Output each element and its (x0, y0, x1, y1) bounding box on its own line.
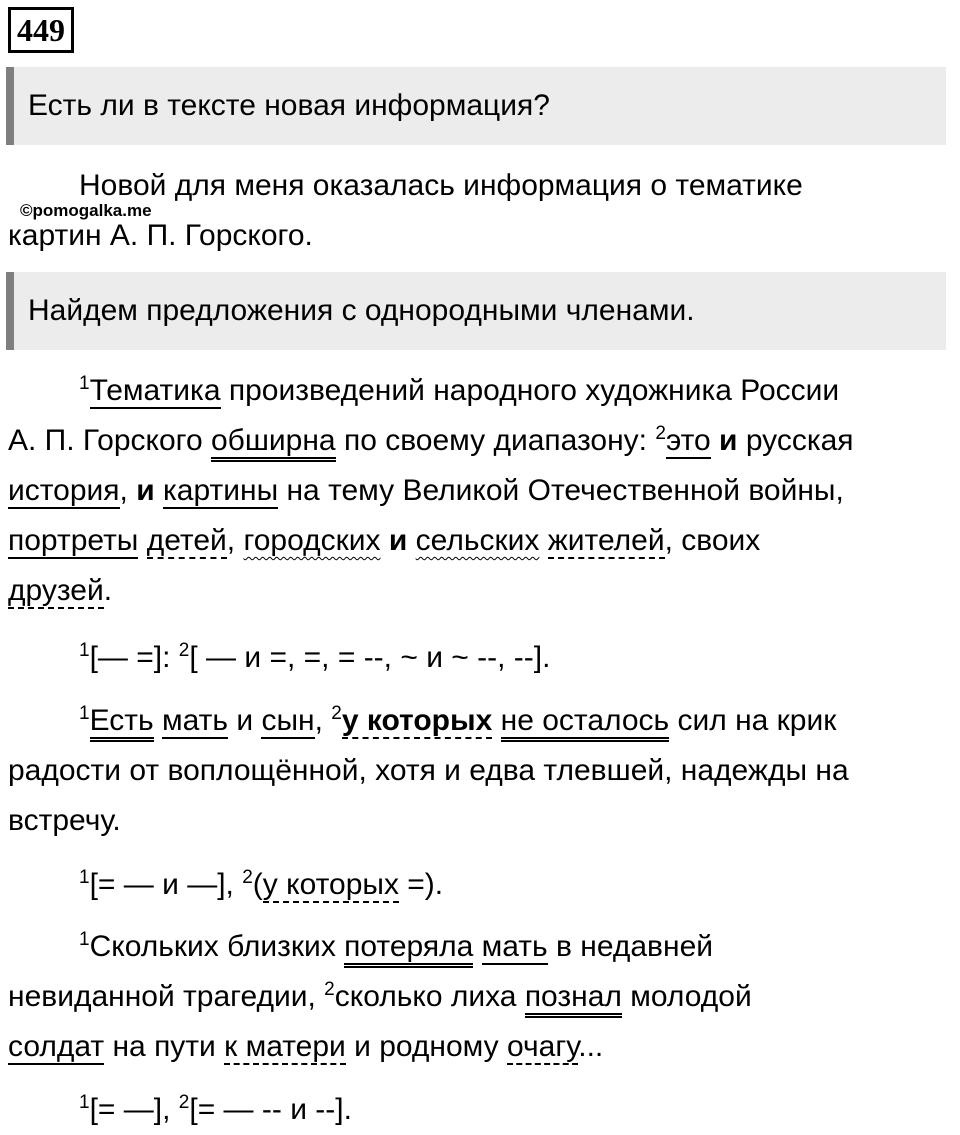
object-ochagu: очагу (506, 1030, 579, 1063)
predicate-est: Есть (90, 704, 154, 742)
sentence-3-line-1: $^1$Скольких близких потеряла мать в недавней (8, 922, 960, 972)
question-2: Найдем предложения с однородными членами. (6, 272, 946, 350)
object-u-kotoryh: у которых (341, 704, 493, 737)
predicate-poznal: познал (525, 980, 622, 1018)
subject-mat-2: мать (481, 930, 548, 963)
sentence-2-line-3: встречу. (8, 804, 121, 837)
scheme-2: $^1$[= — и —], $^2$(у которых =). (79, 867, 444, 901)
object-detey: детей (146, 524, 227, 557)
predicate-obshirna: обширна (211, 424, 336, 462)
attribute-selskih: сельских (415, 524, 540, 557)
scheme-1: $^1$[— =]: $^2$[ — и =, =, = --, ~ и ~ --, --]. (79, 640, 551, 674)
answer-1-line-1: Новой для меня оказалась информация о тематике (79, 169, 803, 202)
subject-portrety: портреты (8, 524, 139, 557)
answer-1-line-2: картин А. П. Горского. (8, 219, 313, 252)
subject-syn: сын (261, 704, 315, 737)
subject-tematika: Тематика (89, 374, 221, 407)
sentence-1-line-5: друзей. (8, 574, 113, 607)
attribute-gorodskih: городских (243, 524, 381, 557)
object-k-materi: к матери (224, 1030, 346, 1063)
sentence-3-line-3: солдат на пути к матери и родному очагу... (8, 1030, 604, 1063)
sentence-1-line-4: портреты детей, городских и сельских жителей, своих (8, 524, 761, 557)
sentence-1-line-1: $^1$Тематика произведений народного художника России (79, 373, 840, 407)
sentence-3-line-2: невиданной трагедии, $^2$сколько лиха познал молодой (8, 972, 953, 1022)
watermark: ©pomogalka.me (20, 201, 152, 220)
question-1: Есть ли в тексте новая информация? (6, 67, 946, 145)
subject-eto: это (665, 424, 711, 457)
subject-mat: мать (161, 704, 228, 737)
subject-soldat: солдат (8, 1030, 105, 1063)
predicate-poteryala: потеряла (344, 930, 473, 968)
sentence-2-line-2: радости от воплощённой, хотя и едва тлевшей, надежды на (8, 754, 849, 787)
subject-kartiny: картины (163, 474, 279, 507)
sentence-2-line-1: $^1$Есть мать и сын, $^2$у которых не осталось сил на крик (8, 696, 960, 746)
subject-istoriya: история (8, 474, 120, 507)
scheme-3: $^1$[= —], $^2$[= — -- и --]. (79, 1092, 352, 1126)
object-druzey: друзей (8, 574, 104, 607)
predicate-ne-ostalos: не осталось (501, 704, 670, 742)
task-number: 449 (8, 7, 74, 53)
object-zhiteley: жителей (547, 524, 665, 557)
sentence-1-line-2: А. П. Горского обширна по своему диапазону: $^2$это и русская (8, 416, 953, 466)
sentence-1-line-3: история, и картины на тему Великой Отечественной войны, (8, 474, 844, 507)
